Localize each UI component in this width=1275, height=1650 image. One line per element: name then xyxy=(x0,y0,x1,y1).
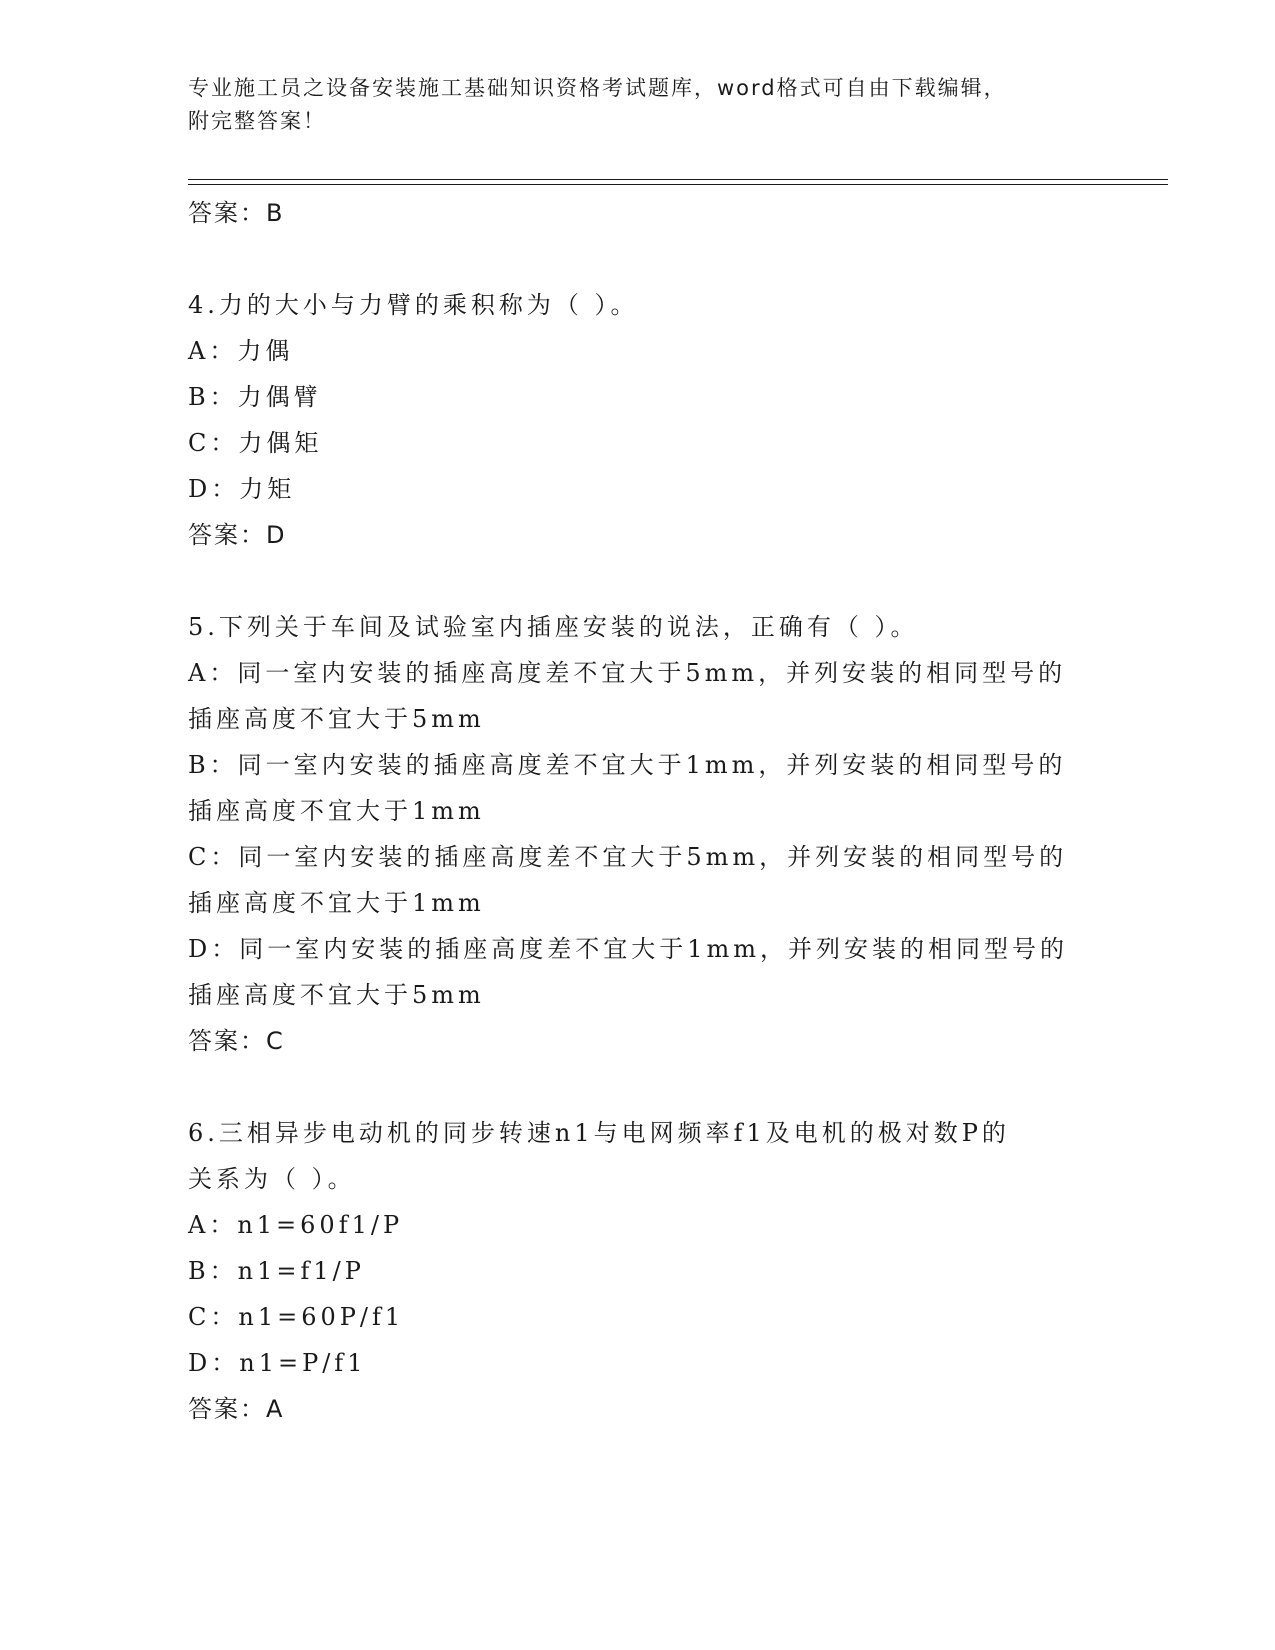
header-rule-bottom xyxy=(188,184,1168,185)
option-c: C：n1=60P/f1 xyxy=(188,1303,405,1331)
option-d: D：力矩 xyxy=(188,475,296,503)
option-d: D：n1=P/f1 xyxy=(188,1349,367,1377)
option-d: D：同一室内安装的插座高度差不宜大于1mm，并列安装的相同型号的 xyxy=(188,935,1069,963)
header-line-2: 附完整答案！ xyxy=(188,109,326,133)
header-line-1: 专业施工员之设备安装施工基础知识资格考试题库，word格式可自由下载编辑， xyxy=(188,76,1007,100)
answer: 答案：D xyxy=(188,521,287,549)
option-c: C：力偶矩 xyxy=(188,429,323,457)
page-header xyxy=(188,72,1068,138)
option-a: A：力偶 xyxy=(188,337,294,365)
question-stem-continued: 关系为（ ）。 xyxy=(188,1165,356,1193)
question-6 xyxy=(188,1110,1088,1432)
answer: 答案：A xyxy=(188,1395,285,1423)
question-stem: 6.三相异步电动机的同步转速n1与电网频率f1及电机的极对数P的 xyxy=(188,1119,1010,1147)
option-b-continued: 插座高度不宜大于1mm xyxy=(188,797,485,825)
header-rule-top xyxy=(188,179,1168,180)
question-4 xyxy=(188,282,1088,558)
option-a-continued: 插座高度不宜大于5mm xyxy=(188,705,485,733)
question-stem: 5.下列关于车间及试验室内插座安装的说法，正确有（ ）。 xyxy=(188,613,919,641)
previous-answer: 答案：B xyxy=(188,199,285,227)
option-b: B：n1=f1/P xyxy=(188,1257,365,1285)
option-b: B：力偶臂 xyxy=(188,383,322,411)
option-a: A：n1=60f1/P xyxy=(188,1211,404,1239)
question-5 xyxy=(188,604,1088,1064)
question-stem: 4.力的大小与力臂的乘积称为（ ）。 xyxy=(188,291,639,319)
option-b: B：同一室内安装的插座高度差不宜大于1mm，并列安装的相同型号的 xyxy=(188,751,1067,779)
option-d-continued: 插座高度不宜大于5mm xyxy=(188,981,485,1009)
question-list xyxy=(188,190,1088,1432)
answer: 答案：C xyxy=(188,1027,285,1055)
option-a: A：同一室内安装的插座高度差不宜大于5mm，并列安装的相同型号的 xyxy=(188,659,1067,687)
option-c-continued: 插座高度不宜大于1mm xyxy=(188,889,485,917)
option-c: C：同一室内安装的插座高度差不宜大于5mm，并列安装的相同型号的 xyxy=(188,843,1068,871)
